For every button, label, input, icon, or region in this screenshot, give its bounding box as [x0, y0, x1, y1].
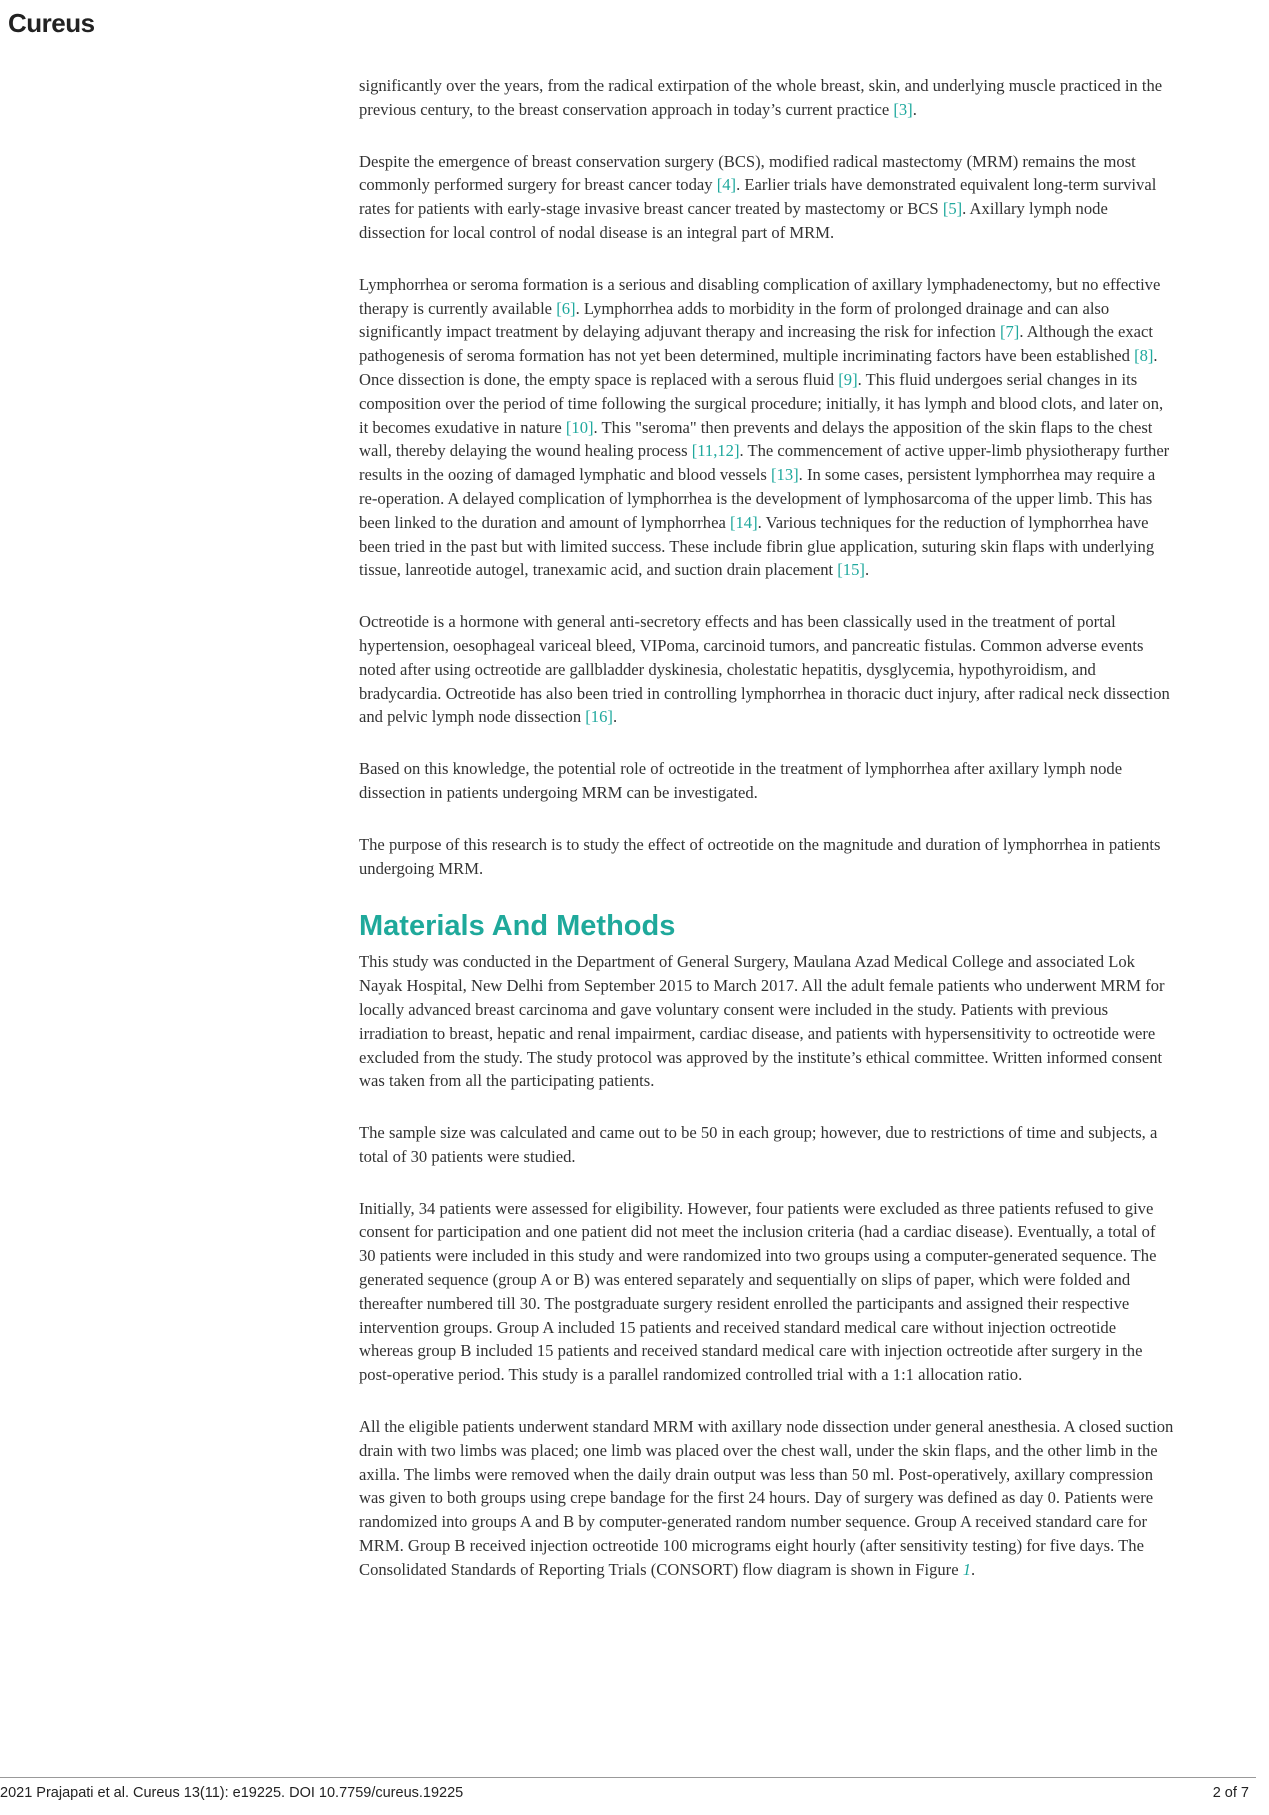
citation-link[interactable]: [3] [893, 99, 913, 119]
methods-paragraphs [359, 950, 1174, 1581]
paragraph-text: . Axillary lymph node dissection for local control of nodal disease is an integral part of MRM. [359, 199, 1108, 242]
citation-link[interactable]: [7] [999, 322, 1020, 342]
body-paragraph [359, 610, 1174, 729]
paragraph-text: Based on this knowledge, the potential role of octreotide in the treatment of lymphorrhea after axillary lymph node dissection in patients undergoing MRM can be investigated. [359, 759, 1123, 802]
citation-link[interactable]: [8] [1134, 346, 1154, 366]
paragraph-text: The sample size was calculated and came out to be 50 in each group; however, due to restrictions of time and subjects, a total of 30 patients were studied. [359, 1123, 1158, 1166]
citation-link[interactable]: [6] [556, 298, 576, 318]
citation-link[interactable]: [9] [838, 369, 858, 389]
body-paragraph [359, 74, 1174, 122]
section-heading-materials-and-methods: Materials And Methods [359, 910, 676, 943]
paragraph-text: This study was conducted in the Department of General Surgery, Maulana Azad Medical College and associated Lok Nayak Hospital, New Delhi from September 2015 to March 2017. All the adult female patients who underwent MRM for locally advanced breast carcinoma and gave voluntary consent were included in the study. Patients with previous irradiation to breast, hepatic and renal impairment, cardiac disease, and patients with hypersensitivity to octreotide were excluded from the study. The study protocol was approved by the institute’s ethical committee. Written informed consent was taken from all the participating patients. [359, 952, 1165, 1091]
introduction-paragraphs [359, 74, 1174, 880]
citation-link[interactable]: [10] [565, 417, 594, 437]
citation-link[interactable]: [16] [585, 707, 613, 727]
paragraph-text: significantly over the years, from the radical extirpation of the whole breast, skin, and underlying muscle practiced in the previous century, to the breast conservation approach in today’s current practice [359, 76, 1163, 119]
body-paragraph [359, 1121, 1174, 1169]
paragraph-text: . [912, 99, 917, 119]
paragraph-text: . [971, 1559, 976, 1579]
paragraph-text: Despite the emergence of breast conservation surgery (BCS), modified radical mastectomy (MRM) remains the most commonly performed surgery for breast cancer today [359, 151, 1136, 195]
paragraph-text: . The commencement of active upper-limb physiotherapy further results in the oozing of damaged lymphatic and blood vessels [359, 441, 1170, 485]
paragraph-text: . In some cases, persistent lymphorrhea may require a re-operation. A delayed complication of lymphorrhea is the development of lymphosarcoma of the upper limb. This has been linked to the duration and amount of lymphorrhea [359, 465, 1156, 532]
paragraph-text: Octreotide is a hormone with general anti-secretory effects and has been classically used in the treatment of portal hypertension, oesophageal variceal bleed, VIPoma, carcinoid tumors, and pancreatic fistulas. Common adverse events noted after using octreotide are gallbladder dyskinesia, cholestatic hepatitis, dysglycemia, hypothyroidism, and bradycardia. Octreotide has also been tried in controlling lymphorrhea in thoracic duct injury, after radical neck dissection and pelvic lymph node dissection [359, 612, 1170, 727]
article-body [359, 74, 1174, 1610]
citation-link[interactable]: [15] [837, 560, 865, 580]
paragraph-text: . Lymphorrhea adds to morbidity in the form of prolonged drainage and can also significantly impact treatment by delaying adjuvant therapy and increasing the risk for infection [359, 298, 1110, 342]
body-paragraph [359, 273, 1174, 582]
paragraph-text: . [612, 707, 618, 727]
paragraph-text: Initially, 34 patients were assessed for eligibility. However, four patients were excluded as three patients refused to give consent for participation and one patient did not meet the inclusion criteria (had a cardiac disease). Eventually, a total of 30 patients were included in this study and were randomized into two groups using a computer-generated sequence. The generated sequence (group A or B) was entered separately and sequentially on slips of paper, which were folded and thereafter numbered till 30. The postgraduate surgery resident enrolled the participants and assigned their respective intervention groups. Group A included 15 patients and received standard medical care without injection octreotide whereas group B included 15 patients and received standard medical care with injection octreotide after surgery in the post-operative period. This study is a parallel randomized controlled trial with a 1:1 allocation ratio. [359, 1198, 1157, 1385]
paragraph-text: . This "seroma" then prevents and delays the apposition of the skin flaps to the chest wall, thereby delaying the wound healing process [359, 417, 1153, 461]
citation-link[interactable]: [13] [771, 465, 799, 485]
citation-link[interactable]: [5] [942, 199, 963, 219]
body-paragraph [359, 150, 1174, 245]
paragraph-text: The purpose of this research is to study the effect of octreotide on the magnitude and duration of lymphorrhea in patients undergoing MRM. [359, 834, 1161, 878]
paragraph-text: All the eligible patients underwent standard MRM with axillary node dissection under general anesthesia. A closed suction drain with two limbs was placed; one limb was placed over the chest wall, under the skin flaps, and the other limb in the axilla. The limbs were removed when the daily drain output was less than 50 ml. Post-operatively, axillary compression was given to both groups using crepe bandage for the first 24 hours. Day of surgery was defined as day 0. Patients were randomized into groups A and B by computer-generated random number sequence. Group A received standard care for MRM. Group B received injection octreotide 100 micrograms eight hourly (after sensitivity testing) for five days. The Consolidated Standards of Reporting Trials (CONSORT) flow diagram is shown in Figure [359, 1417, 1174, 1579]
paragraph-text: . Although the exact pathogenesis of seroma formation has not yet been determined, multiple incriminating factors have been established [359, 322, 1153, 366]
paragraph-text: . This fluid undergoes serial changes in its composition over the period of time following the surgical procedure; initially, it has lymph and blood clots, and later on, it becomes exudative in nature [359, 369, 1164, 437]
paragraph-text: . Once dissection is done, the empty space is replaced with a serous fluid [359, 346, 1158, 389]
paragraph-text: . [864, 560, 870, 580]
body-paragraph [359, 1415, 1174, 1582]
body-paragraph [359, 757, 1174, 805]
footer-divider [0, 1777, 1256, 1778]
journal-logo: Cureus [8, 8, 95, 38]
citation-link[interactable]: [4] [716, 175, 737, 195]
citation-link[interactable]: [14] [729, 512, 758, 532]
body-paragraph [359, 833, 1174, 881]
body-paragraph [359, 950, 1174, 1093]
body-paragraph [359, 1197, 1174, 1387]
paragraph-text: . Various techniques for the reduction of lymphorrhea have been tried in the past but with limited success. These include fibrin glue application, suturing skin flaps with underlying tissue, lanreotide autogel, tranexamic acid, and suction drain placement [359, 512, 1155, 580]
footer-page-number: 2 of 7 [1212, 1785, 1249, 1801]
citation-link[interactable]: 1 [962, 1559, 972, 1579]
footer-citation: 2021 Prajapati et al. Cureus 13(11): e19225. DOI 10.7759/cureus.19225 [0, 1785, 464, 1801]
citation-link[interactable]: [11,12] [691, 441, 740, 461]
paragraph-text: Lymphorrhea or seroma formation is a serious and disabling complication of axillary lymphadenectomy, but no effective therapy is currently available [359, 274, 1161, 318]
paragraph-text: . Earlier trials have demonstrated equivalent long-term survival rates for patients with early-stage invasive breast cancer treated by mastectomy or BCS [359, 175, 1157, 219]
